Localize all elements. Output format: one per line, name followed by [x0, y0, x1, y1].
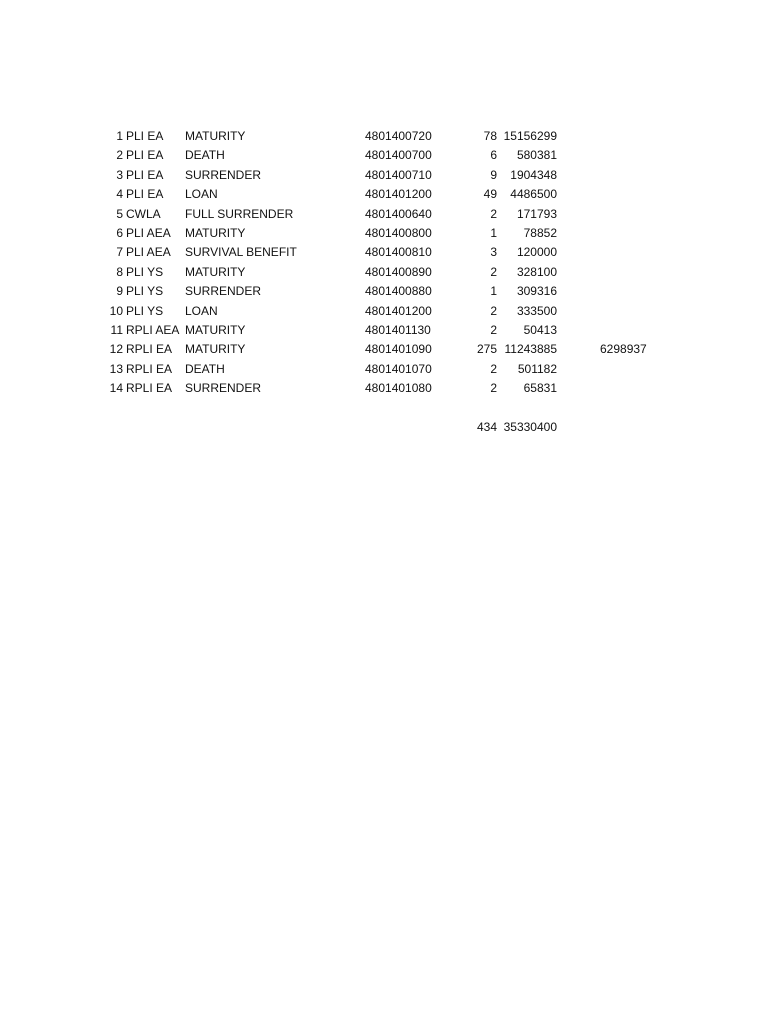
scheme-code: RPLI EA — [126, 381, 173, 396]
row-number: 11 — [110, 322, 123, 337]
claim-type: SURRENDER — [185, 284, 262, 299]
blank-row — [0, 398, 768, 417]
scheme-code: PLI YS — [126, 264, 164, 279]
row-number: 12 — [109, 342, 123, 357]
scheme-code: RPLI EA — [126, 361, 173, 376]
claim-type: MATURITY — [185, 322, 246, 337]
claim-count: 2 — [490, 303, 497, 318]
scheme-code: PLI EA — [126, 129, 164, 143]
claim-amount: 580381 — [516, 148, 557, 163]
scheme-code: PLI EA — [126, 187, 164, 202]
account-number: 4801401080 — [365, 381, 432, 396]
claim-count: 2 — [490, 381, 497, 396]
claim-type: FULL SURRENDER — [185, 206, 294, 221]
claim-amount: 501182 — [517, 361, 557, 376]
table-row — [0, 185, 768, 204]
row-number: 13 — [109, 361, 123, 376]
table-row — [0, 340, 768, 359]
claim-type: MATURITY — [185, 225, 246, 240]
scheme-code: PLI YS — [126, 284, 164, 299]
account-number: 4801401090 — [365, 342, 432, 357]
account-number: 4801401070 — [365, 361, 432, 376]
claim-type: MATURITY — [185, 129, 246, 143]
claim-count: 2 — [490, 206, 497, 221]
claim-count: 9 — [490, 167, 497, 182]
account-number: 4801400880 — [365, 284, 432, 299]
scheme-code: CWLA — [126, 206, 161, 221]
claim-amount: 15156299 — [503, 129, 557, 143]
table-row — [0, 282, 768, 301]
claim-type: SURRENDER — [185, 381, 262, 396]
row-number: 2 — [116, 148, 123, 163]
claim-amount: 11243885 — [504, 342, 557, 357]
claim-type: DEATH — [185, 148, 225, 163]
claim-count: 78 — [483, 129, 497, 143]
account-number: 4801401200 — [365, 303, 432, 318]
claim-amount: 1904348 — [510, 167, 557, 182]
claim-type: MATURITY — [185, 264, 246, 279]
claim-count: 3 — [490, 245, 497, 260]
table-row — [0, 263, 768, 282]
scheme-code: PLI YS — [126, 303, 164, 318]
table-row — [0, 166, 768, 185]
scheme-code: PLI AEA — [126, 225, 171, 240]
row-number: 3 — [116, 167, 123, 182]
claim-amount: 309316 — [516, 284, 557, 299]
extra-amount: 6298937 — [600, 342, 647, 357]
scheme-code: RPLI EA — [126, 342, 173, 357]
claim-type: MATURITY — [185, 342, 246, 357]
claim-count: 6 — [490, 148, 497, 163]
table-row — [0, 224, 768, 243]
account-number: 4801400640 — [365, 206, 432, 221]
claim-count: 2 — [490, 322, 497, 337]
account-number: 4801401200 — [365, 187, 432, 202]
claim-type: DEATH — [185, 361, 225, 376]
table-body — [0, 127, 768, 398]
scheme-code: RPLI AEA — [126, 322, 180, 337]
claim-amount: 50413 — [523, 322, 557, 337]
claim-amount: 4486500 — [510, 187, 557, 202]
row-number: 5 — [116, 206, 123, 221]
account-number: 4801401130 — [365, 322, 431, 337]
account-number: 4801400700 — [365, 148, 432, 163]
row-number: 1 — [116, 129, 123, 143]
claim-count: 275 — [476, 342, 497, 357]
row-number: 8 — [116, 264, 123, 279]
claim-count: 2 — [490, 264, 497, 279]
row-number: 4 — [116, 187, 123, 202]
account-number: 4801400810 — [365, 245, 432, 260]
claim-type: LOAN — [185, 187, 218, 202]
scheme-code: PLI EA — [126, 167, 164, 182]
claim-type: LOAN — [185, 303, 218, 318]
account-number: 4801400800 — [365, 225, 432, 240]
claim-type: SURRENDER — [185, 167, 262, 182]
table-row — [0, 146, 768, 165]
claim-amount: 333500 — [516, 303, 557, 318]
account-number: 4801400710 — [365, 167, 432, 182]
scheme-code: PLI AEA — [126, 245, 171, 260]
table-row — [0, 302, 768, 321]
claim-amount: 120000 — [516, 245, 557, 260]
total-amount: 35330400 — [503, 419, 557, 434]
total-count: 434 — [476, 419, 497, 434]
table-row — [0, 321, 768, 340]
row-number: 10 — [109, 303, 123, 318]
claim-amount: 328100 — [516, 264, 557, 279]
claim-count: 1 — [490, 284, 497, 299]
table-row — [0, 360, 768, 379]
claim-count: 49 — [483, 187, 497, 202]
account-number: 4801400890 — [365, 264, 432, 279]
row-number: 14 — [109, 381, 123, 396]
totals-row — [0, 418, 768, 437]
claim-count: 2 — [490, 361, 497, 376]
table-row — [0, 243, 768, 262]
table-row — [0, 127, 768, 146]
claim-amount: 171793 — [516, 206, 557, 221]
row-number: 9 — [116, 284, 123, 299]
claim-amount: 78852 — [523, 225, 557, 240]
table-row — [0, 379, 768, 398]
scheme-code: PLI EA — [126, 148, 164, 163]
row-number: 7 — [116, 245, 123, 260]
claim-count: 1 — [490, 225, 497, 240]
spreadsheet-table — [0, 127, 768, 437]
table-row — [0, 205, 768, 224]
claim-amount: 65831 — [523, 381, 557, 396]
claim-type: SURVIVAL BENEFIT — [185, 245, 297, 260]
account-number: 4801400720 — [365, 129, 432, 143]
row-number: 6 — [116, 225, 123, 240]
